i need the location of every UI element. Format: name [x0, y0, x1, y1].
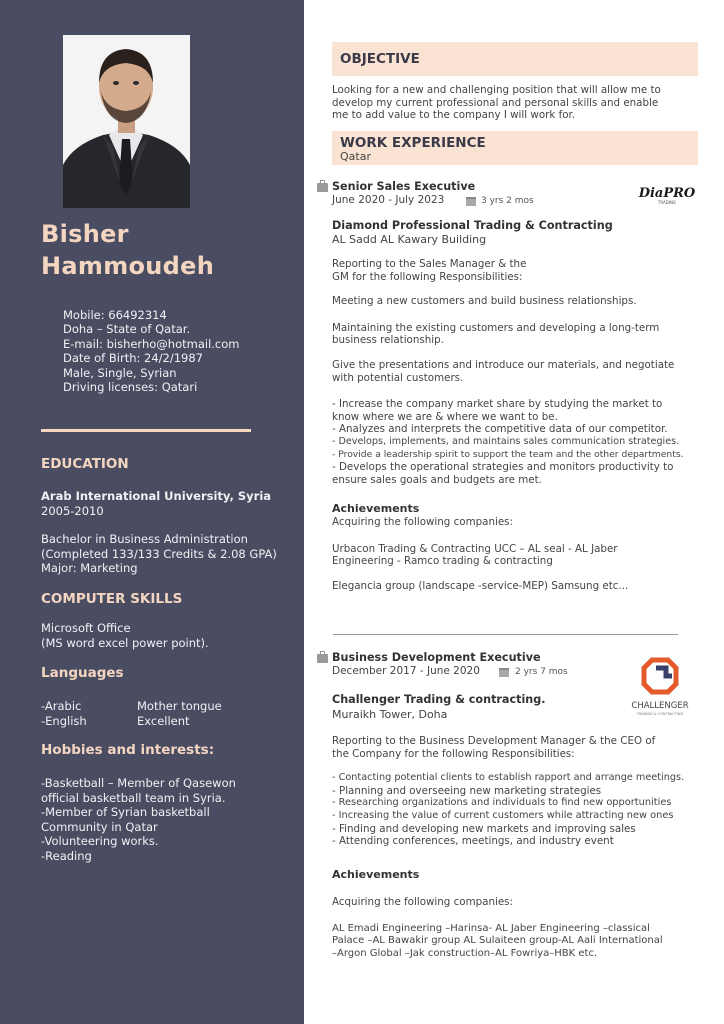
job-duration: 2 yrs 7 mos	[515, 667, 568, 677]
company-name: Diamond Professional Trading & Contracting	[332, 219, 613, 232]
person-name	[41, 218, 291, 282]
achievement-line: Elegancia group (landscape -service-MEP) Samsung etc...	[332, 579, 629, 592]
sidebar	[0, 0, 304, 1024]
education-credits: (Completed 133/133 Credits & 2.08 GPA)	[41, 546, 277, 561]
objective-line: me to add value to the company I will work for.	[332, 109, 576, 122]
responsibility-line: - Provide a leadership spirit to support the team and the other departments.	[332, 448, 684, 460]
achievement-line: Urbacon Trading & Contracting UCC – AL seal - AL Jaber	[332, 542, 618, 555]
company-name: Challenger Trading & contracting.	[332, 693, 546, 706]
responsibility-line: - Analyzes and interprets the competitive data of our competitor.	[332, 423, 668, 436]
language-name: -English	[41, 713, 87, 728]
description-line: the Company for the following Responsibilities:	[332, 747, 575, 760]
description-line: Give the presentations and introduce our materials, and negotiate	[332, 358, 675, 371]
education-major: Major: Marketing	[41, 561, 138, 575]
hobby-line: official basketball team in Syria.	[41, 790, 226, 805]
description-line: Reporting to the Business Development Manager & the CEO of	[332, 735, 656, 747]
work-experience-heading: WORK EXPERIENCE	[340, 135, 486, 151]
contact-status: Male, Single, Syrian	[63, 365, 177, 380]
briefcase-icon	[317, 654, 328, 663]
achievement-line: Palace –AL Bawakir group AL Sulaiteen group-AL Aali International	[332, 935, 663, 947]
education-block	[41, 489, 296, 576]
contact-info	[63, 308, 298, 394]
objective-text	[332, 84, 702, 122]
achievements-heading: Achievements	[332, 868, 420, 881]
achievement-line: Engineering - Ramco trading & contracting	[332, 555, 553, 568]
job-divider	[333, 634, 678, 635]
challenger-logo-text: CHALLENGER	[631, 701, 689, 711]
calendar-icon	[499, 668, 509, 677]
achievements-block	[332, 516, 702, 592]
description-line: GM for the following Responsibilities:	[332, 270, 523, 283]
contact-location: Doha – State of Qatar.	[63, 322, 191, 337]
achievement-line: AL Emadi Engineering –Harinsa- AL Jaber Engineering –classical	[332, 922, 650, 934]
hobbies-heading: Hobbies and interests:	[41, 742, 215, 758]
responsibility-line: - Contacting potential clients to establish rapport and arrange meetings.	[332, 772, 685, 784]
responsibility-line: know where we are & where we want to be.	[332, 410, 558, 423]
achievements-intro: Acquiring the following companies:	[332, 516, 514, 528]
achievements-heading: Achievements	[332, 502, 420, 515]
responsibility-line: - Researching organizations and individuals to find new opportunities	[332, 797, 672, 809]
work-location	[332, 151, 702, 164]
objective-line: Looking for a new and challenging position that will allow me to	[332, 84, 661, 96]
contact-email: E-mail: bisherho@hotmail.com	[63, 336, 240, 351]
language-row	[41, 699, 222, 714]
language-name: -Arabic	[41, 699, 82, 713]
work-location-text: Qatar	[340, 150, 371, 163]
job-dates: December 2017 - June 2020	[332, 665, 480, 677]
responsibility-line: - Develops the operational strategies and monitors productivity to	[332, 461, 674, 474]
responsibility-line: ensure sales goals and budgets are met.	[332, 473, 542, 486]
achievement-line: –Argon Global –Jak construction–AL Fowriya–HBK etc.	[332, 947, 598, 959]
responsibility-line: - Attending conferences, meetings, and industry event	[332, 835, 614, 848]
education-years: 2005-2010	[41, 503, 104, 518]
hobby-line: -Reading	[41, 848, 92, 863]
description-line: business relationship.	[332, 334, 444, 347]
responsibility-line: - Increase the company market share by studying the market to	[332, 398, 663, 411]
description-line: with potential customers.	[332, 371, 464, 384]
responsibility-line: - Develops, implements, and maintains sales communication strategies.	[332, 435, 680, 447]
objective-heading: OBJECTIVE	[340, 51, 420, 67]
hobby-line: Community in Qatar	[41, 819, 158, 834]
hobbies-block	[41, 776, 296, 863]
computer-skills-block	[41, 621, 296, 650]
hobby-line: -Basketball – Member of Qasewon	[41, 776, 236, 790]
achievements-intro: Acquiring the following companies:	[332, 896, 514, 908]
diapro-logo	[636, 182, 698, 206]
contact-dob: Date of Birth: 24/2/1987	[63, 351, 203, 366]
description-line: Meeting a new customers and build business relationships.	[332, 295, 637, 308]
education-heading: EDUCATION	[41, 456, 129, 472]
language-level: Excellent	[137, 713, 190, 728]
description-line: Maintaining the existing customers and developing a long-term	[332, 321, 660, 334]
objective-line: develop my current professional and personal skills and enable	[332, 96, 659, 109]
job-title: Senior Sales Executive	[332, 180, 476, 193]
job-description	[332, 735, 702, 848]
challenger-logo-sub: TRADING & CONTRACTING	[636, 712, 684, 716]
education-school: Arab International University, Syria	[41, 489, 272, 503]
responsibility-line: - Planning and overseeing new marketing strategies	[332, 784, 602, 797]
language-row	[41, 714, 222, 729]
language-level: Mother tongue	[137, 699, 222, 713]
job-title: Business Development Executive	[332, 651, 541, 664]
hobby-line: -Volunteering works.	[41, 834, 159, 848]
first-name: Bisher	[41, 220, 129, 248]
job-duration: 3 yrs 2 mos	[481, 196, 534, 206]
challenger-logo	[622, 654, 698, 718]
education-degree: Bachelor in Business Administration	[41, 532, 248, 546]
languages-heading: Languages	[41, 665, 124, 681]
computer-skill-line: Microsoft Office	[41, 621, 131, 635]
hobby-line: -Member of Syrian basketball	[41, 805, 210, 819]
computer-skill-line: (MS word excel power point).	[41, 635, 209, 650]
last-name: Hammoudeh	[41, 252, 215, 280]
achievements-block	[332, 896, 702, 960]
company-address: Muraikh Tower, Doha	[332, 708, 448, 721]
responsibility-line: - Finding and developing new markets and improving sales	[332, 822, 636, 835]
calendar-icon	[466, 197, 476, 206]
sidebar-divider	[41, 429, 251, 432]
diapro-logo-sub: TRADING	[657, 200, 677, 205]
responsibility-line: - Increasing the value of current customers while attracting new ones	[332, 809, 674, 821]
profile-photo	[63, 35, 190, 208]
job-description	[332, 258, 702, 486]
computer-skills-heading: COMPUTER SKILLS	[41, 591, 183, 607]
contact-mobile: Mobile: 66492314	[63, 308, 167, 322]
description-line: Reporting to the Sales Manager & the	[332, 258, 527, 270]
company-address: AL Sadd AL Kawary Building	[332, 233, 487, 246]
briefcase-icon	[317, 183, 328, 192]
diapro-logo-text: DiaPRO	[638, 186, 696, 201]
contact-license: Driving licenses: Qatari	[63, 380, 198, 395]
job-dates: June 2020 - July 2023	[332, 194, 445, 206]
languages-list	[41, 699, 222, 728]
